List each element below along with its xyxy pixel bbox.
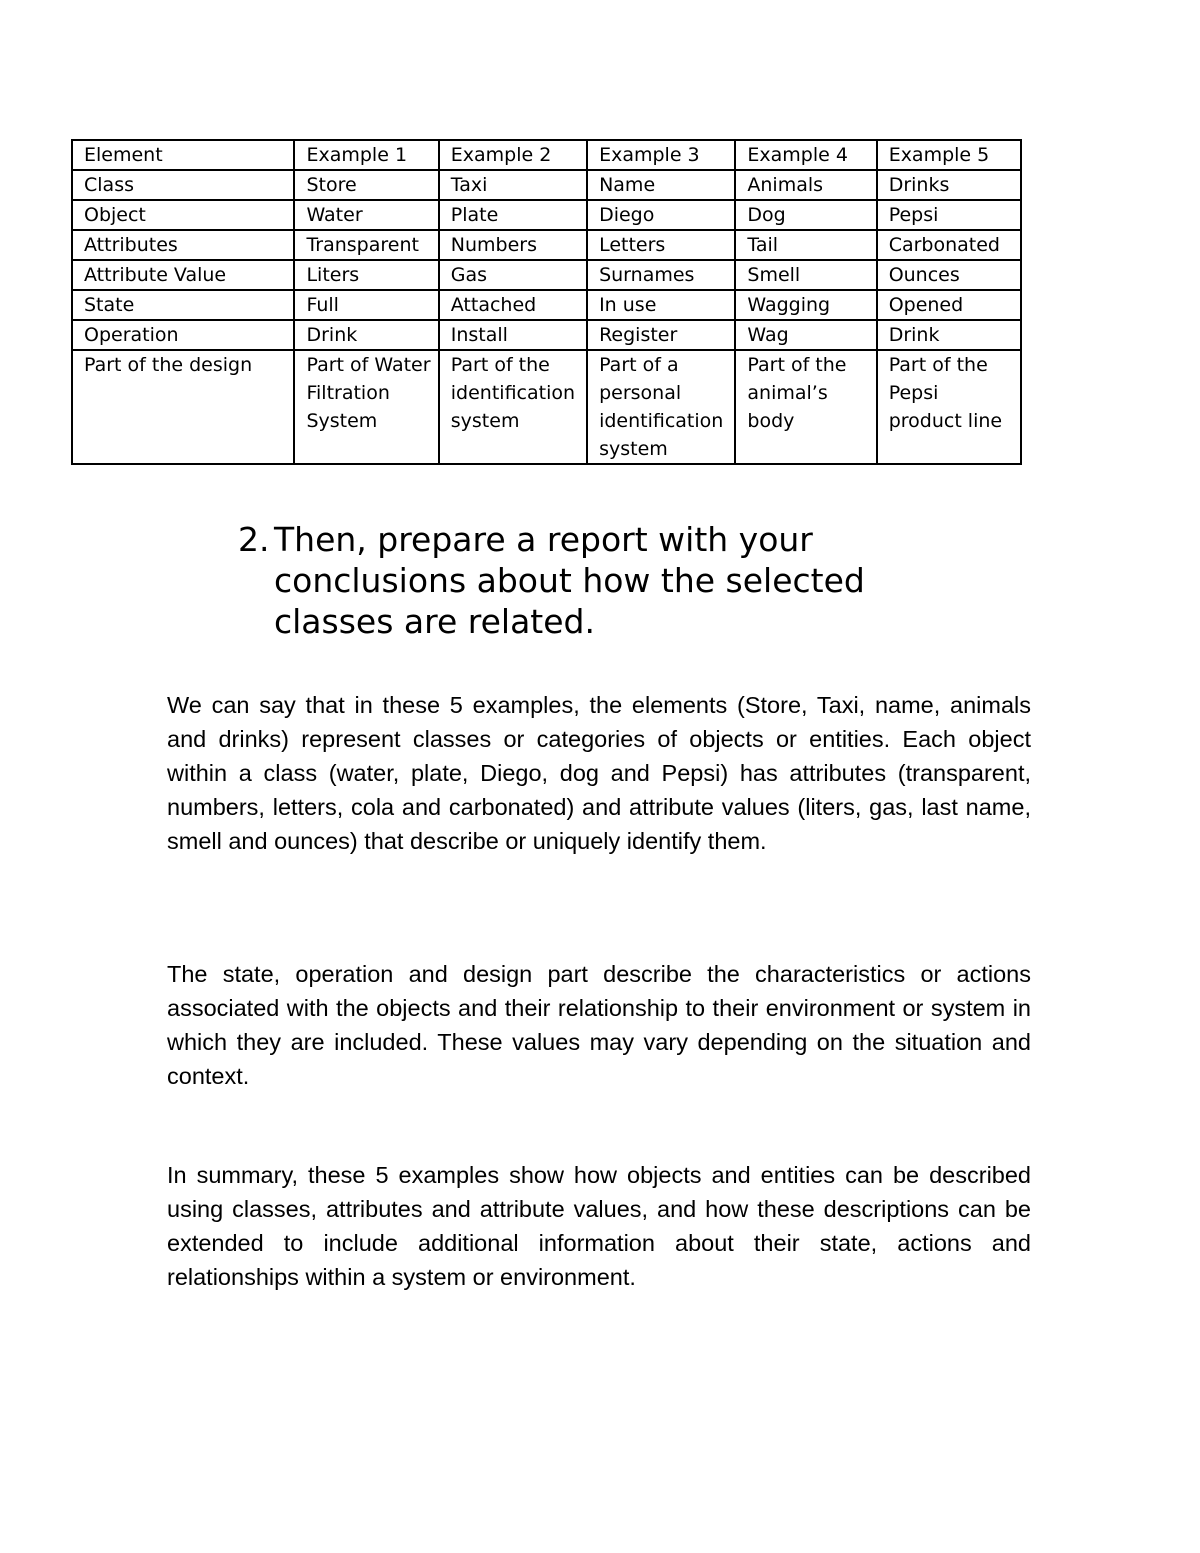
table-cell: Store <box>294 170 438 200</box>
table-row <box>72 290 1021 320</box>
table-cell: Transparent <box>294 230 438 260</box>
section-heading <box>238 519 958 642</box>
table-cell: Taxi <box>439 170 587 200</box>
table-cell: Part of the animal’s body <box>735 350 876 464</box>
table-row <box>72 230 1021 260</box>
table-header-cell: Example 3 <box>587 140 735 170</box>
table-cell: Drink <box>294 320 438 350</box>
table-cell: Tail <box>735 230 876 260</box>
heading-text: Then, prepare a report with your conclusions about how the selected classes are related. <box>274 520 865 641</box>
table-cell: Attribute Value <box>72 260 294 290</box>
table-header-cell: Example 4 <box>735 140 876 170</box>
table-cell: Animals <box>735 170 876 200</box>
table-cell: Diego <box>587 200 735 230</box>
table-cell: Class <box>72 170 294 200</box>
table-cell: Operation <box>72 320 294 350</box>
table-cell: Letters <box>587 230 735 260</box>
table-cell: Dog <box>735 200 876 230</box>
paragraph: The state, operation and design part describe the characteristics or actions associated with the objects and their relationship to their environment or system in which they are included. These values may vary depending on the situation and context. <box>167 961 1031 1089</box>
table-cell: Part of the identification system <box>439 350 587 464</box>
table-cell: Wagging <box>735 290 876 320</box>
heading-number: 2. <box>238 520 270 559</box>
table-cell: Drink <box>877 320 1021 350</box>
table-cell: Install <box>439 320 587 350</box>
table-cell: Full <box>294 290 438 320</box>
table-row <box>72 320 1021 350</box>
table-cell: Surnames <box>587 260 735 290</box>
table-cell: Drinks <box>877 170 1021 200</box>
table-cell: Plate <box>439 200 587 230</box>
paragraph: We can say that in these 5 examples, the elements (Store, Taxi, name, animals and drinks) represent classes or categories of objects or entities. Each object within a class (water, plate, Diego, dog and Pepsi) has attributes (transparent, numbers, letters, cola and carbonated) and attribute values (liters, gas, last name, smell and ounces) that describe or uniquely identify them. <box>167 692 1031 854</box>
table-cell: Attributes <box>72 230 294 260</box>
table-cell: Register <box>587 320 735 350</box>
table-cell: Part of the design <box>72 350 294 464</box>
table-cell: Attached <box>439 290 587 320</box>
table-cell: Gas <box>439 260 587 290</box>
table-cell: Wag <box>735 320 876 350</box>
table-header-cell: Example 5 <box>877 140 1021 170</box>
table-cell: Pepsi <box>877 200 1021 230</box>
table-cell: Name <box>587 170 735 200</box>
table-cell: State <box>72 290 294 320</box>
paragraph: In summary, these 5 examples show how objects and entities can be described using classes, attributes and attribute values, and how these descriptions can be extended to include additional information about their state, actions and relationships within a system or environment. <box>167 1162 1031 1290</box>
table-row <box>72 260 1021 290</box>
table-cell: Carbonated <box>877 230 1021 260</box>
table-header-cell: Element <box>72 140 294 170</box>
table-cell: Numbers <box>439 230 587 260</box>
table-cell: Smell <box>735 260 876 290</box>
table-cell: Part of the Pepsi product line <box>877 350 1021 464</box>
elements-table <box>71 139 1022 465</box>
table-row <box>72 200 1021 230</box>
table-cell: Part of a personal identification system <box>587 350 735 464</box>
table-header-row <box>72 140 1021 170</box>
table-cell: Liters <box>294 260 438 290</box>
table-row <box>72 170 1021 200</box>
table-header-cell: Example 1 <box>294 140 438 170</box>
table-cell: Water <box>294 200 438 230</box>
table-cell: Opened <box>877 290 1021 320</box>
table-cell: Part of Water Filtration System <box>294 350 438 464</box>
table-cell: Ounces <box>877 260 1021 290</box>
table-cell: In use <box>587 290 735 320</box>
table-row <box>72 350 1021 464</box>
table-header-cell: Example 2 <box>439 140 587 170</box>
table-cell: Object <box>72 200 294 230</box>
